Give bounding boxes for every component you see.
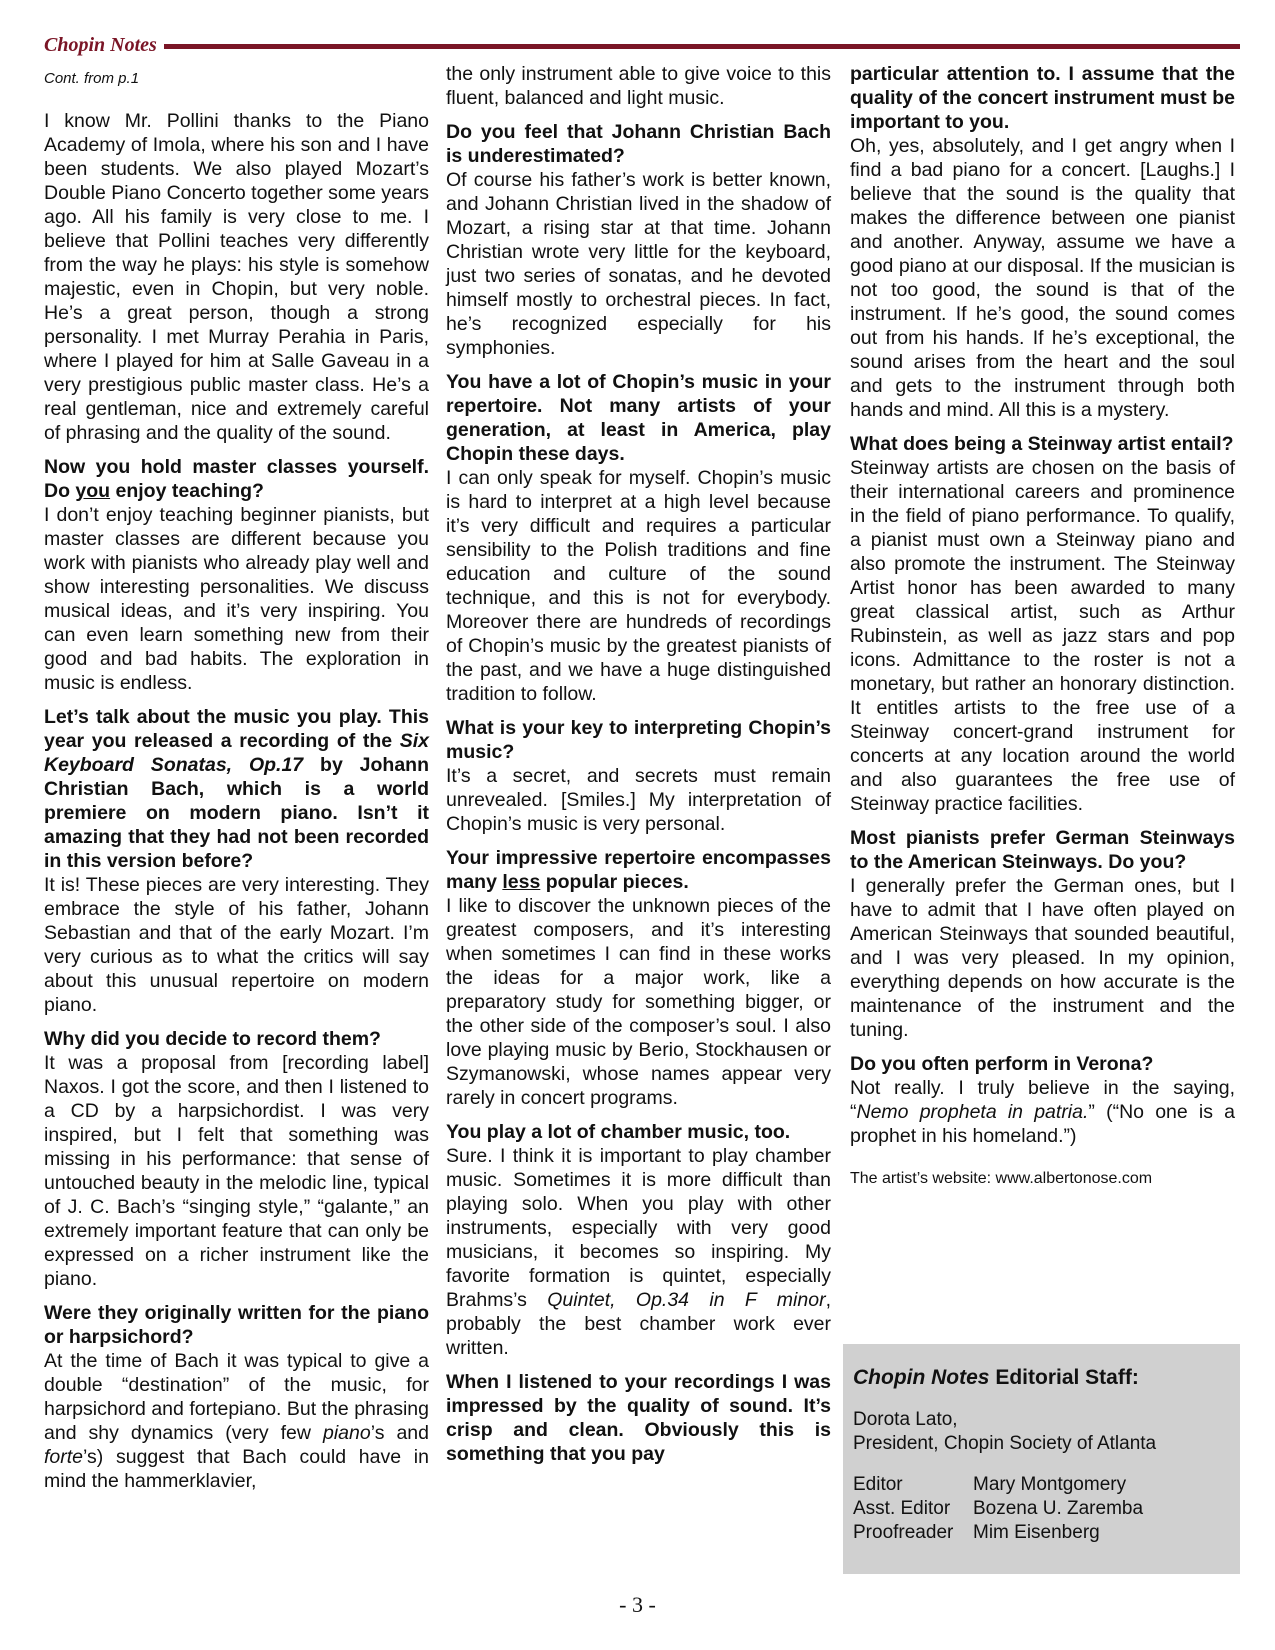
staff-name: Mim Eisenberg [973,1522,1100,1543]
newsletter-title: Chopin Notes [44,34,157,56]
answer-paragraph: At the time of Bach it was typical to give a double “destination” of the music, for harpsichord and fortepiano. But the phrasing and shy dynamics (very few piano’s and forte’s) suggest that Bach could have in mind the hammerklavier, [44,1350,429,1492]
question-heading: Your impressive repertoire encompasses many less popular pieces. [446,847,831,893]
answer-paragraph: Of course his father’s work is better known, and Johann Christian lived in the shadow of Mozart, a rising star at that time. Johann Christian wrote very little for the keyboard, just two series of sonatas, and he devoted himself mostly to orchestral pieces. In fact, he’s recognized especially for his symphonies. [446,169,831,359]
answer-paragraph: Not really. I truly believe in the saying, “Nemo propheta in patria.” (“No one is a prophet in his homeland.”) [850,1077,1236,1147]
answer-paragraph: the only instrument able to give voice to this fluent, balanced and light music. [446,63,831,109]
question-heading: Do you often perform in Verona? [850,1053,1154,1075]
header-rule [164,44,1240,49]
answer-paragraph: Oh, yes, absolutely, and I get angry when I find a bad piano for a concert. [Laughs.] I believe that the sound is the quality that makes the difference between one pianist and another. Anyway, assume we have a good piano at our disposal. If the musician is not too good, the sound is that of the instrument. If he’s good, the sound comes out from his hands. If he’s exceptional, the sound arises from the heart and the soul and gets to the instrument through both hands and mind. All this is a mystery. [850,135,1235,421]
staff-name: Mary Montgomery [973,1474,1127,1495]
answer-paragraph: I can only speak for myself. Chopin’s music is hard to interpret at a high level because it’s very difficult and requires a particular sensibility to the Polish traditions and fine education and culture of the sound technique, and this is not for everybody. Moreover there are hundreds of recordings of Chopin’s music by the greatest pianists of the past, and we have a huge distinguished tradition to follow. [446,467,831,705]
continuation-note: Cont. from p.1 [44,70,140,87]
staff-role: Proofreader [853,1522,954,1543]
question-heading: When I listened to your recordings I was impressed by the quality of sound. It’s crisp and clean. Obviously this is something that you pay [446,1371,831,1465]
staff-title: Chopin Notes Editorial Staff: [853,1366,1139,1389]
answer-paragraph: I don’t enjoy teaching beginner pianists, but master classes are different because you work with pianists who already play well and show interesting personalities. We discuss musical ideas, and it’s very inspiring. You can even learn something new from their good and bad habits. The exploration in music is endless. [44,504,429,694]
answer-paragraph: I like to discover the unknown pieces of the greatest composers, and it’s interesting when sometimes I can find in these works the ideas for a major work, like a preparatory study for something bigger, or the other side of the composer’s soul. I also love playing music by Berio, Stockhausen or Szymanowski, whose names appear very rarely in concert programs. [446,895,831,1109]
question-heading: Let’s talk about the music you play. This year you released a recording of the Six Keyboard Sonatas, Op.17 by Johann Christian Bach, which is a world premiere on modern piano. Isn’t it amazing that they had not been recorded in this version before? [44,706,429,872]
editorial-staff-box [843,1344,1240,1574]
answer-paragraph: Steinway artists are chosen on the basis of their international careers and prominence in the field of piano performance. To qualify, a pianist must own a Steinway piano and also promote the instrument. The Steinway Artist honor has been awarded to many great classical artist, such as Arthur Rubinstein, as well as jazz stars and pop icons. Admittance to the roster is not a monetary, but rather an honorary distinction. It entitles artists to the free use of a Steinway concert-grand instrument for concerts at any location around the world and also guarantees the free use of Steinway practice facilities. [850,457,1235,815]
question-heading: You have a lot of Chopin’s music in your repertoire. Not many artists of your generation, at least in America, play Chopin these days. [446,371,831,465]
column-1 [44,62,429,1503]
question-heading: Now you hold master classes yourself. Do you enjoy teaching? [44,456,429,502]
staff-name: Bozena U. Zaremba [973,1498,1144,1519]
question-heading: Were they originally written for the piano or harpsichord? [44,1302,429,1348]
staff-role: Editor [853,1474,903,1495]
staff-president-name: Dorota Lato, [853,1409,958,1430]
answer-paragraph: Sure. I think it is important to play chamber music. Sometimes it is more difficult than playing solo. When you play with other instruments, especially with very good musicians, it becomes so inspiring. My favorite formation is quintet, especially Brahms’s Quintet, Op.34 in F minor, probably the best chamber work ever written. [446,1145,831,1359]
question-heading: Do you feel that Johann Christian Bach is underestimated? [446,121,831,167]
question-heading: Most pianists prefer German Steinways to the American Steinways. Do you? [850,827,1235,873]
column-3 [850,62,1235,1188]
answer-paragraph: It was a proposal from [recording label] Naxos. I got the score, and then I listened to a CD by a harpsichordist. I was very inspired, but I felt that something was missing in his performance: that sense of untouched beauty in the melodic line, typical of J. C. Bach’s “singing style,” “galante,” an extremely important feature that can only be expressed on a richer instrument like the piano. [44,1052,429,1290]
answer-paragraph: I know Mr. Pollini thanks to the Piano Academy of Imola, where his son and I have been students. We also played Mozart’s Double Piano Concerto together some years ago. All his family is very close to me. I believe that Pollini teaches very differently from the way he plays: his style is somehow majestic, even in Chopin, but very noble. He’s a great person, though a strong personality. I met Murray Perahia in Paris, where I played for him at Salle Gaveau in a very prestigious public master class. He’s a real gentleman, nice and extremely careful of phrasing and the quality of the sound. [44,110,429,444]
question-heading: Why did you decide to record them? [44,1028,381,1050]
question-heading: You play a lot of chamber music, too. [446,1121,791,1143]
question-heading: What does being a Steinway artist entail? [850,433,1234,455]
artist-website: The artist’s website: www.albertonose.com [850,1170,1153,1187]
page-number: - 3 - [619,1592,656,1617]
answer-paragraph: It is! These pieces are very interesting. They embrace the style of his father, Johann Sebastian and that of the early Mozart. I’m very curious as to what the critics will say about this unusual repertoire on modern piano. [44,874,429,1016]
question-heading: particular attention to. I assume that the quality of the concert instrument must be important to you. [850,63,1235,133]
question-heading: What is your key to interpreting Chopin’s music? [446,717,831,763]
page-header [44,34,1240,58]
answer-paragraph: It’s a secret, and secrets must remain unrevealed. [Smiles.] My interpretation of Chopin’s music is very personal. [446,765,831,835]
staff-role: Asst. Editor [853,1498,951,1519]
answer-paragraph: I generally prefer the German ones, but I have to admit that I have often played on American Steinways that sounded beautiful, and I was very pleased. In my opinion, everything depends on how accurate is the maintenance of the instrument and the tuning. [850,875,1235,1041]
staff-president-title: President, Chopin Society of Atlanta [853,1433,1157,1454]
column-2 [446,62,831,1466]
